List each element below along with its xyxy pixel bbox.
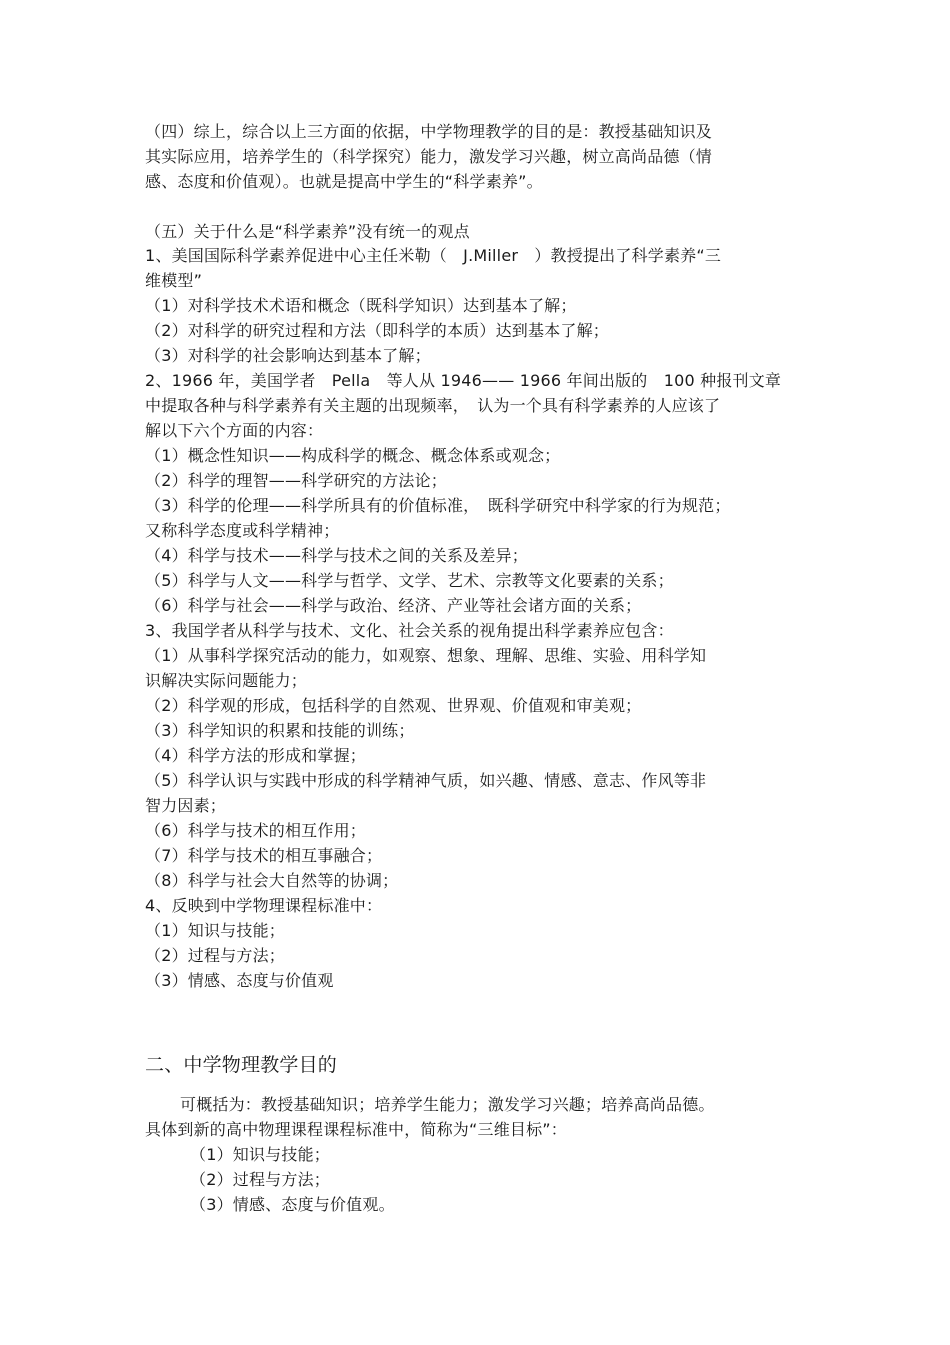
text-line: （7）科学与技术的相互事融合； — [145, 846, 383, 865]
text-line: （3）科学知识的积累和技能的训练； — [145, 721, 415, 740]
text-line: 解以下六个方面的内容： — [145, 421, 324, 440]
text-line: 智力因素； — [145, 796, 227, 815]
text-line: （2）对科学的研究过程和方法（即科学的本质）达到基本了解； — [145, 321, 609, 340]
text-line: （6）科学与社会——科学与政治、经济、产业等社会诸方面的关系； — [145, 596, 642, 615]
text-line: 又称科学态度或科学精神； — [145, 521, 340, 540]
text-line: （6）科学与技术的相互作用； — [145, 821, 366, 840]
text-line: （4）科学与技术——科学与技术之间的关系及差异； — [145, 546, 528, 565]
text-line: （1）从事科学探究活动的能力，如观察、想象、理解、思维、实验、用科学知 — [145, 646, 707, 665]
text-line: 其实际应用，培养学生的（科学探究）能力，激发学习兴趣，树立高尚品德（情 — [145, 147, 713, 166]
text-line: （8）科学与社会大自然等的协调； — [145, 871, 399, 890]
text-line: 维模型” — [145, 271, 203, 290]
text-line: （3）情感、态度与价值观 — [145, 971, 334, 990]
text-line: （四）综上，综合以上三方面的依据，中学物理教学的目的是：教授基础知识及 — [145, 122, 713, 141]
text-line: 感、态度和价值观）。也就是提高中学生的“科学素养”。 — [145, 172, 543, 191]
text-line: 识解决实际问题能力； — [145, 671, 308, 690]
text-line: （1）概念性知识——构成科学的概念、概念体系或观念； — [145, 446, 561, 465]
text-line: 2、1966 年，美国学者 Pella 等人从 1946—— 1966 年间出版的 100 种报刊文章 — [145, 371, 782, 390]
section-heading: 二、中学物理教学目的 — [145, 1054, 338, 1076]
text-line: （3）对科学的社会影响达到基本了解； — [145, 346, 431, 365]
text-line: （2）科学观的形成，包括科学的自然观、世界观、价值观和审美观； — [145, 696, 642, 715]
text-line: （五）关于什么是“科学素养”没有统一的观点 — [145, 222, 470, 241]
text-line: （5）科学与人文——科学与哲学、文学、艺术、宗教等文化要素的关系； — [145, 571, 674, 590]
text-line: 中提取各种与科学素养有关主题的出现频率， 认为一个具有科学素养的人应该了 — [145, 396, 721, 415]
list-item: （1）知识与技能； — [190, 1145, 330, 1164]
text-line: 1、美国国际科学素养促进中心主任米勒（ J.Miller ）教授提出了科学素养“三 — [145, 246, 722, 265]
text-line: （3）科学的伦理——科学所具有的价值标准， 既科学研究中科学家的行为规范； — [145, 496, 731, 515]
text-line: 3、我国学者从科学与技术、文化、社会关系的视角提出科学素养应包含： — [145, 621, 674, 640]
text-line: （1）知识与技能； — [145, 921, 285, 940]
text-line: （2）科学的理智——科学研究的方法论； — [145, 471, 447, 490]
text-line: （1）对科学技术术语和概念（既科学知识）达到基本了解； — [145, 296, 577, 315]
text-line: 4、反映到中学物理课程标准中： — [145, 896, 383, 915]
intro-line: 可概括为：教授基础知识；培养学生能力；激发学习兴趣；培养高尚品德。 — [180, 1095, 715, 1114]
text-line: （5）科学认识与实践中形成的科学精神气质，如兴趣、情感、意志、作风等非 — [145, 771, 707, 790]
text-line: （2）过程与方法； — [145, 946, 285, 965]
text-line: （4）科学方法的形成和掌握； — [145, 746, 366, 765]
list-item: （2）过程与方法； — [190, 1170, 330, 1189]
list-item: （3）情感、态度与价值观。 — [190, 1195, 395, 1214]
intro-line: 具体到新的高中物理课程课程标准中，简称为“三维目标”： — [145, 1120, 567, 1139]
